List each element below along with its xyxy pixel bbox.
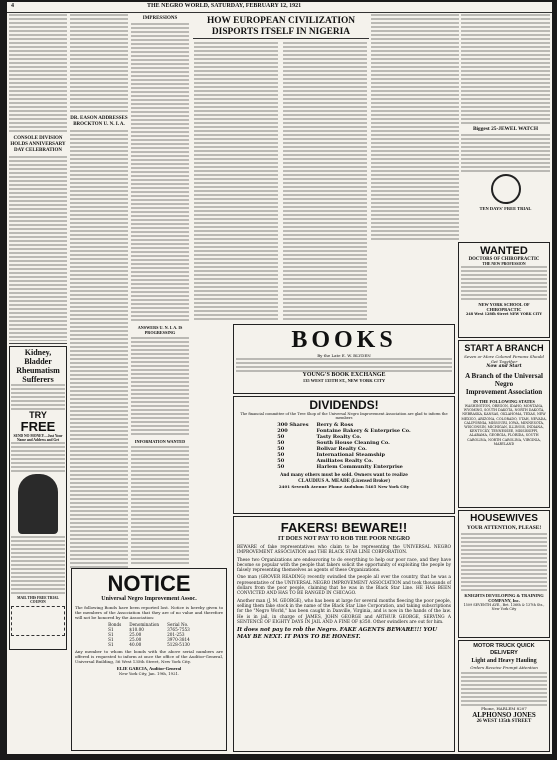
broker-address: 2401 Seventh Avenue Phone Audubon 5465 New York City bbox=[278, 484, 410, 490]
lost-bonds-table bbox=[104, 622, 194, 647]
kidney-ad bbox=[9, 346, 67, 650]
motor-phone: Phone, HARLEM 8207 bbox=[481, 706, 527, 711]
article-headline: CONSOLE DIVISION HOLDS ANNIVERSARY DAY CELEBRATION bbox=[10, 136, 66, 153]
article-text bbox=[70, 130, 128, 570]
table-row: S1 25.00 3970-3814 bbox=[108, 637, 190, 642]
table-row: 50 International Steamship bbox=[277, 452, 386, 459]
table-row: 50 Bolivar Realty Co. bbox=[277, 446, 367, 453]
watch-icon bbox=[491, 174, 521, 204]
notice-date: New York City, Jan. 19th, 1921. bbox=[118, 671, 180, 676]
dividends-intro: The financial committee of the Tree Shop of the Universal Negro Improvement Association are glad to inform the members bbox=[240, 412, 448, 421]
notice-signature: ELIE GARCIA, Auditor-General bbox=[116, 666, 182, 671]
fakers-box bbox=[233, 516, 455, 752]
books-title: BOOKS bbox=[291, 327, 397, 353]
table-row: 50 South House Cleaning Co. bbox=[277, 440, 390, 447]
fakers-subtitle: IT DOES NOT PAY TO ROB THE POOR NEGRO bbox=[278, 536, 410, 542]
watch-ad-title: Biggest 25-JEWEL WATCH bbox=[472, 126, 539, 132]
ad-text bbox=[461, 672, 547, 706]
wanted-subtitle: DOCTORS OF CHIROPRACTIC bbox=[468, 257, 540, 262]
fakers-paragraph: BEWARE of fake representatives who claim to be representing the UNIVERSAL NEGRO IMPROVEMENT ASSOCIATION and THE BLACK STAR LINE CORPORATION. bbox=[237, 545, 451, 556]
fakers-paragraph: Another man (J. M. GEORGE), who has been at large for several months fleecing the poor people, selling them fake stock in the name of the Black Star Line Corporation, and taking subscriptions for the "Negro World," has been caught in Danville, Virginia, and is now in the hands of the law. He is in jail, in charge of JAMES, JOHN GEORGE and ARTHUR GEORGE, SERVING A SENTENCE OF EIGHTY DAYS IN JAIL AND A FINE OF $350. Other swindlers are out for him. bbox=[237, 598, 451, 625]
right-column-b bbox=[461, 14, 550, 240]
ad-text bbox=[461, 266, 547, 302]
school-name: NEW YORK SCHOOL OF CHIROPRACTIC bbox=[478, 302, 530, 312]
watch-ad-sub: TEN DAYS' FREE TRIAL bbox=[479, 206, 532, 211]
housewives-ad bbox=[458, 510, 550, 638]
ad-text bbox=[11, 384, 65, 410]
branch-big1: A Branch of the Universal Negro bbox=[465, 372, 543, 388]
article-headline: IMPRESSIONS bbox=[142, 16, 178, 21]
article-text bbox=[9, 14, 67, 134]
masthead-title: THE NEGRO WORLD, SATURDAY, FEBRUARY 12, 1921 bbox=[147, 3, 302, 9]
dividends-title: DIVIDENDS! bbox=[309, 398, 379, 412]
fakers-title: FAKERS! BEWARE!! bbox=[280, 520, 408, 535]
notice-footer: Any member to whom the bonds with the above serial numbers are offered is requested to inform at once the office of the Auditor-General, Universal Building, 56 West 135th Street, New York City. bbox=[75, 649, 223, 664]
fakers-paragraph: These two Organizations are endeavoring to do everything to help our poor race, and they have become so popular with the people that fakers solicit the opportunity of exploiting the people by falsely representing themselves as agents of these Organizations. bbox=[237, 557, 451, 574]
article-text bbox=[371, 14, 459, 240]
housewives-subtitle: YOUR ATTENTION, PLEASE! bbox=[466, 525, 542, 531]
table-row: 200 Fontaine Bakery & Enterprise Co. bbox=[277, 428, 411, 435]
table-row: 300 Shares Berry & Ross bbox=[277, 422, 354, 429]
branch-title: START A BRANCH bbox=[464, 343, 544, 353]
table-row: S1 $10.00 3765-7553 bbox=[108, 627, 190, 632]
fakers-paragraph: One man (GROVER READING) recently swindled the people all over the country, that he was a representative of the UNIVERSAL NEGRO IMPROVEMENT ASSOCIATION and took thousands of dollars from the poor people, claiming that he was in the Black Star Line. HE HAS BEEN CONVICTED AND HAS TO BE RANGED IN CHICAGO. bbox=[237, 575, 451, 597]
headline-line-2: DISPORTS ITSELF IN NIGERIA bbox=[211, 27, 351, 37]
article-text bbox=[70, 14, 128, 114]
wanted-sub2: THE NEW PROFESSION bbox=[482, 262, 526, 266]
ad-try: TRY bbox=[29, 410, 47, 420]
article-headline: ANSWERS U. N. I. A. IS PROGRESSING bbox=[137, 325, 183, 335]
ad-title: Rheumatism bbox=[16, 366, 60, 375]
headline-line-1: HOW EUROPEAN CIVILIZATION bbox=[206, 16, 356, 26]
article-headline: INFORMATION WANTED bbox=[134, 439, 186, 444]
motor-sub2: Orders Receive Prompt Attention bbox=[470, 665, 538, 670]
column-2 bbox=[70, 14, 128, 574]
books-ad bbox=[233, 324, 455, 394]
ad-title: Sufferers bbox=[22, 375, 54, 384]
article-text bbox=[461, 134, 550, 174]
table-row: 50 Amiliates Realty Co. bbox=[277, 458, 374, 465]
ad-text bbox=[11, 536, 65, 596]
wanted-title: WANTED bbox=[480, 245, 528, 257]
books-byline: By the Late E. W. BLYDEN bbox=[317, 353, 371, 358]
newspaper-page bbox=[7, 2, 552, 754]
portrait-icon bbox=[18, 474, 58, 534]
main-headline bbox=[193, 16, 369, 39]
article-text bbox=[461, 14, 550, 124]
main-article-col-b bbox=[283, 42, 367, 322]
ad-text bbox=[11, 442, 65, 472]
notice-title: NOTICE bbox=[107, 571, 191, 596]
article-text bbox=[9, 156, 67, 341]
table-header: Serial No. bbox=[167, 622, 189, 627]
article-headline: DR. EASON ADDRESSES BROCKTON U. N. I. A. bbox=[70, 116, 128, 127]
article-text bbox=[194, 42, 278, 322]
branch-line2: Now and Start bbox=[486, 364, 522, 369]
article-text bbox=[283, 42, 367, 322]
bookstore-address: 135 WEST 135TH ST., NEW YORK CITY bbox=[302, 378, 386, 383]
masthead bbox=[7, 2, 552, 13]
dividends-table bbox=[273, 422, 415, 470]
right-column-a bbox=[371, 14, 459, 240]
ad-title: Kidney, Bladder bbox=[24, 348, 52, 366]
ad-coupon-title: MAIL THIS FREE TRIAL COUPON bbox=[17, 596, 59, 605]
article-text bbox=[131, 337, 189, 437]
broker-name: CLAUDIUS A. MEADE (Licensed Broker) bbox=[298, 479, 390, 485]
article-text bbox=[131, 23, 189, 323]
table-row: 50 Harlem Community Enterprise bbox=[277, 464, 403, 471]
motor-title: MOTOR TRUCK QUICK DELIVERY bbox=[473, 643, 535, 656]
ad-text bbox=[461, 533, 547, 593]
article-text bbox=[131, 446, 189, 566]
books-text bbox=[236, 358, 452, 372]
branch-line1: Seven or More Colored Persons Should Get Together bbox=[464, 354, 544, 364]
table-header: Bonds bbox=[108, 622, 122, 627]
branch-big2: Improvement Association bbox=[465, 388, 543, 396]
school-address: 248 West 128th Street NEW YORK CITY bbox=[466, 312, 542, 316]
dividends-footer: And many others must be sold. Owners want to realize bbox=[280, 472, 408, 478]
company-address: 1509 SEVENTH AVE., Bet. 136th & 137th Sts., New York City bbox=[463, 603, 545, 611]
motor-subtitle: Light and Heavy Hauling bbox=[471, 658, 537, 664]
bookstore-name: YOUNG'S BOOK EXCHANGE bbox=[302, 372, 386, 378]
states-title: IN THE FOLLOWING STATES bbox=[473, 399, 535, 404]
company-name: KNIGHTS DEVELOPING & TRAINING COMPANY, Inc. bbox=[464, 593, 544, 603]
motor-owner: ALPHONSO JONES bbox=[472, 711, 536, 719]
states-list: WASHINGTON, OREGON, IDAHO, MONTANA, WYOMING, SOUTH DAKOTA, NORTH DAKOTA, NEBRASKA, KANSAS, OKLAHOMA, TEXAS, NEW MEXICO, ARIZONA, COLORADO, UTAH, NEVADA, CALIFORNIA, MISSOURI, IOWA, MINNESOTA, WISCONSIN, MICHIGAN, ILLINOIS, INDIANA, KENTUCKY, TENNESSEE, MISSISSIPPI, ALABAMA, GEORGIA, FLORIDA, SOUTH CAROLINA, NORTH CAROLINA, VIRGINIA, MARYLAND bbox=[461, 404, 547, 446]
motor-ad bbox=[458, 640, 550, 752]
motor-address: 26 WEST 135th STREET bbox=[476, 719, 532, 724]
notice-subtitle: Universal Negro Improvement Assoc. bbox=[101, 596, 197, 602]
dividends-ad bbox=[233, 396, 455, 514]
housewives-title: HOUSEWIVES bbox=[470, 513, 538, 524]
table-row: S1 25.00 201-253 bbox=[108, 632, 185, 637]
column-1 bbox=[9, 14, 67, 754]
ad-send: SEND NO MONEY—Just Your Name and Address and Get bbox=[13, 434, 63, 443]
main-article-col-a bbox=[194, 42, 278, 322]
table-header: Denomination bbox=[129, 622, 160, 627]
notice-box bbox=[71, 568, 227, 751]
column-3 bbox=[131, 14, 189, 574]
page-number: 4 bbox=[11, 3, 14, 9]
notice-intro: The following Bonds have been reported lost. Notice is hereby given to the members of the Association that they are of no value and therefore will not be honored by the Association: bbox=[75, 605, 223, 620]
wanted-ad bbox=[458, 242, 550, 338]
table-row: S1 40.00 5128-5130 bbox=[108, 642, 190, 647]
branch-ad bbox=[458, 340, 550, 508]
fakers-footer: It does not pay to rob the Negro. FAKE AGENTS BEWARE!!! YOU MAY BE NEXT. IT PAYS TO BE HONEST. bbox=[237, 627, 438, 640]
table-row: 50 Tasty Realty Co. bbox=[277, 434, 362, 441]
ad-free: FREE bbox=[20, 419, 56, 434]
